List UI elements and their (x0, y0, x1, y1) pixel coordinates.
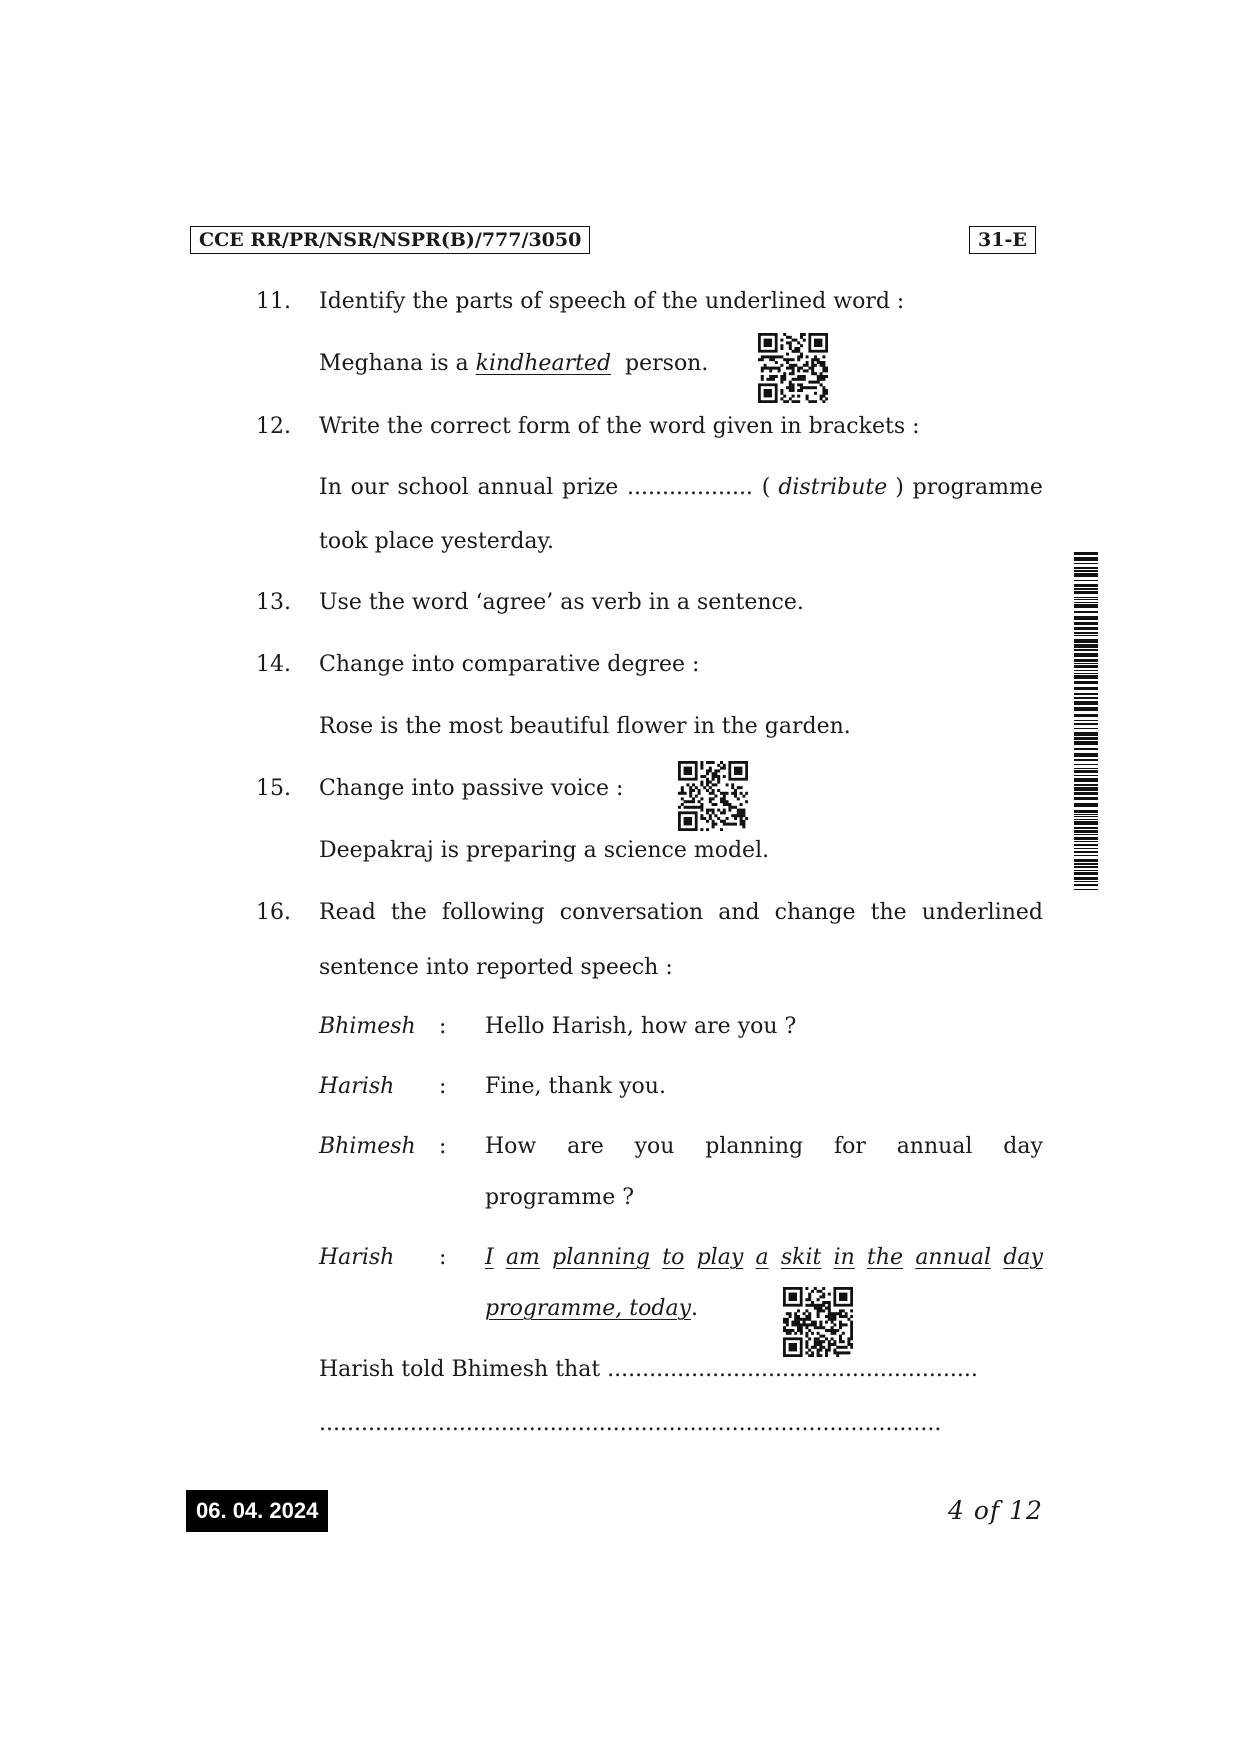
answer-line-2: ......................................................................................... (319, 1411, 942, 1436)
dialogue-speaker: Bhimesh (319, 1134, 416, 1159)
barcode-icon (1074, 552, 1098, 890)
question-14-prompt: Change into comparative degree : (319, 652, 700, 677)
answer-line-1: Harish told Bhimesh that ..................................................... (319, 1357, 978, 1382)
question-15-sentence: Deepakraj is preparing a science model. (319, 838, 770, 863)
page-number: 4 of 12 (948, 1496, 1043, 1525)
question-15-prompt: Change into passive voice : (319, 776, 624, 801)
dialogue-speaker: Harish (319, 1245, 395, 1270)
underlined-word: kindhearted (475, 351, 612, 376)
dialogue-colon: : (439, 1245, 447, 1270)
question-14-sentence: Rose is the most beautiful flower in the garden. (319, 714, 851, 739)
question-number-12: 12. (256, 414, 291, 439)
question-number-11: 11. (256, 289, 291, 314)
question-11-sentence: Meghana is a kindhearted person. (319, 351, 709, 376)
paper-code-box (969, 226, 1036, 254)
qr-code-icon (758, 333, 828, 403)
dialogue-line-continued: programme ? (485, 1185, 635, 1210)
underlined-sentence: I am planning to play a skit in the annual day (485, 1245, 1043, 1270)
dialogue-speaker: Harish (319, 1074, 395, 1099)
dialogue-colon: : (439, 1014, 447, 1039)
dialogue-line: Hello Harish, how are you ? (485, 1014, 797, 1039)
qr-code-icon (678, 761, 748, 831)
dialogue-line: Fine, thank you. (485, 1074, 666, 1099)
bracket-word: distribute (778, 475, 888, 500)
qr-code-icon (783, 1287, 853, 1357)
dialogue-speaker: Bhimesh (319, 1014, 416, 1039)
question-number-13: 13. (256, 590, 291, 615)
question-12-line-2: took place yesterday. (319, 529, 555, 554)
question-number-15: 15. (256, 776, 291, 801)
dialogue-line: How are you planning for annual day (485, 1134, 1043, 1159)
question-12-prompt: Write the correct form of the word given in brackets : (319, 414, 920, 439)
exam-code-box (190, 226, 590, 254)
question-16-prompt-line-2: sentence into reported speech : (319, 955, 673, 980)
question-11-prompt: Identify the parts of speech of the underlined word : (319, 289, 905, 314)
question-number-14: 14. (256, 652, 291, 677)
question-number-16: 16. (256, 900, 291, 925)
question-12-line-1: In our school annual prize .................. ( distribute ) programme (319, 475, 1043, 500)
dialogue-colon: : (439, 1134, 447, 1159)
underlined-sentence-continued: programme, today. (485, 1296, 699, 1321)
question-16-prompt-line-1: Read the following conversation and change the underlined (319, 900, 1043, 925)
question-13-prompt: Use the word ‘agree’ as verb in a sentence. (319, 590, 804, 615)
answer-blank: .................. (627, 475, 753, 500)
exam-date: 06. 04. 2024 (186, 1490, 328, 1532)
dialogue-colon: : (439, 1074, 447, 1099)
exam-code: CCE RR/PR/NSR/NSPR(B)/777/3050 (199, 229, 582, 251)
paper-code: 31-E (978, 229, 1027, 251)
